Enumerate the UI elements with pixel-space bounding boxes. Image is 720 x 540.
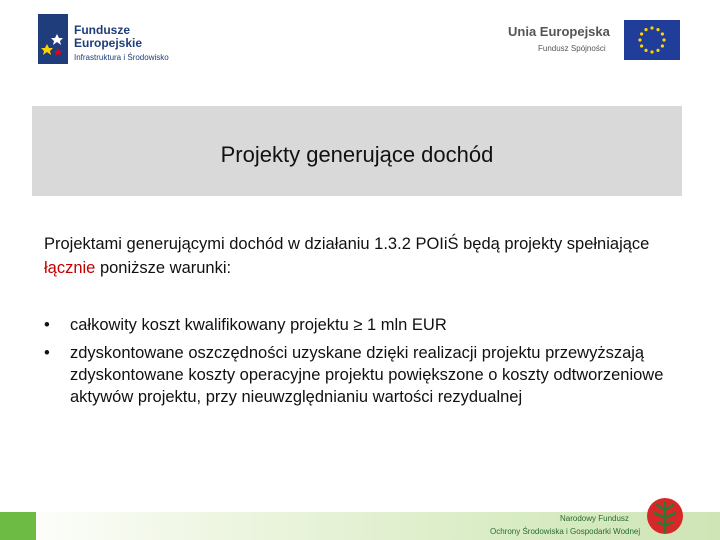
eu-flag-icon [624, 20, 680, 60]
fe-logo-line3: Infrastruktura i Środowisko [74, 53, 169, 62]
list-item [44, 314, 684, 336]
eu-logo-line1: Unia Europejska [508, 24, 610, 39]
fe-stars-icon [38, 14, 68, 64]
eu-logo-line2: Fundusz Spójności [538, 44, 606, 53]
list-item [44, 342, 684, 408]
intro-text-part1: Projektami generującymi dochód w działaniu 1.3.2 POIiŚ będą projekty spełniające [44, 235, 650, 253]
title-band [32, 106, 682, 196]
intro-text-part2: poniższe warunki: [95, 259, 232, 277]
fe-logo-line2: Europejskie [74, 36, 143, 50]
list-item-text: zdyskontowane oszczędności uzyskane dzięki realizacji projektu przewyższają zdyskontowane koszty operacyjne projektu powiększone o koszty odtworzeniowe aktywów projektu, przy nieuwzględnianiu wartości rezydualnej [70, 344, 664, 406]
intro-accent-word: łącznie [44, 259, 96, 277]
nfos-tree-icon [646, 496, 684, 536]
nfos-line2: Ochrony Środowiska i Gospodarki Wodnej [490, 527, 641, 536]
footer-green-square [0, 512, 36, 540]
fundusze-europejskie-logo [38, 14, 198, 64]
list-item-text: całkowity koszt kwalifikowany projektu ≥ 1 mln EUR [70, 316, 447, 334]
bullet-icon: • [44, 344, 50, 362]
intro-paragraph [44, 232, 684, 280]
slide-title: Projekty generujące dochód [220, 142, 494, 167]
unia-europejska-logo [508, 20, 680, 62]
conditions-list [44, 314, 684, 414]
bullet-icon: • [44, 316, 50, 334]
fe-logo-line1: Fundusze [74, 23, 130, 37]
nfos-line1: Narodowy Fundusz [560, 514, 629, 523]
